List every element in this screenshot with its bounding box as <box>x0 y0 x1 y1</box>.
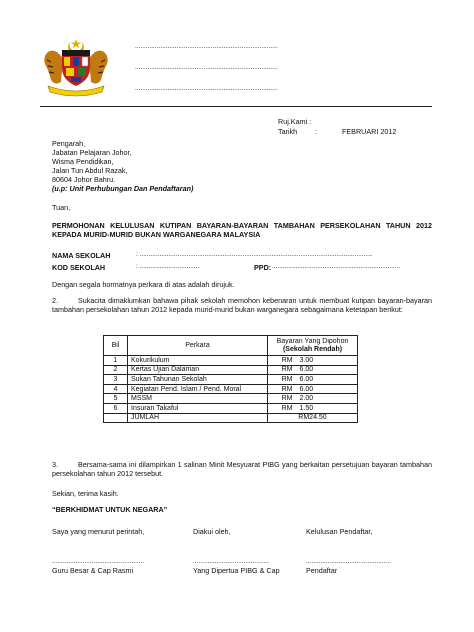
tarikh-label: Tarikh <box>278 127 298 136</box>
row-amount: 1.50 <box>296 403 358 413</box>
row-perkara: Kertas Ujian Dalaman <box>128 365 268 375</box>
sig-right-bottom: Pendaftar <box>306 566 338 575</box>
row-bil: 2 <box>104 365 128 375</box>
row-rm: RM <box>268 375 296 385</box>
sig-mid-bottom: Yang Dipertua PIBG & Cap <box>193 566 280 575</box>
row-amount: 6.00 <box>296 384 358 394</box>
row-amount: 2.00 <box>296 394 358 404</box>
header-perkara: Perkara <box>128 336 268 356</box>
coat-of-arms-logo <box>40 36 112 98</box>
row-amount: 6.00 <box>296 365 358 375</box>
row-bil: 4 <box>104 384 128 394</box>
paragraph-2-number: 2. <box>52 296 58 305</box>
address-line-4: Jalan Tun Abdul Razak, <box>52 166 128 175</box>
paragraph-3-number: 3. <box>52 460 58 469</box>
sig-left-top: Saya yang menurut perintah, <box>52 527 145 536</box>
address-line-5: 80604 Johor Bahru. <box>52 175 116 184</box>
sig-right-top: Kelulusan Pendaftar, <box>306 527 373 536</box>
sig-right-dots: ............................................... <box>306 558 391 565</box>
total-empty-cell <box>104 413 128 423</box>
row-rm: RM <box>268 403 296 413</box>
row-rm: RM <box>268 365 296 375</box>
table-header-row <box>104 336 358 356</box>
fees-table <box>103 335 358 423</box>
row-perkara: Insuran Takaful <box>128 403 268 413</box>
letterhead-dotted-line-1: ............................................................................... <box>135 43 278 50</box>
table-row <box>104 375 358 385</box>
salutation: Tuan, <box>52 203 71 212</box>
sig-mid-top: Diakui oleh, <box>193 527 231 536</box>
tarikh-colon: : <box>315 127 317 136</box>
row-perkara: Sukan Tahunan Sekolah <box>128 375 268 385</box>
table-total-row <box>104 413 358 423</box>
closing-sekian: Sekian, terima kasih. <box>52 489 119 498</box>
letterhead-dotted-line-3: ............................................................................... <box>135 85 278 92</box>
kod-sekolah-label: KOD SEKOLAH <box>52 263 106 272</box>
address-attention: (u.p: Unit Perhubungan Dan Pendaftaran) <box>52 184 194 193</box>
subject-heading: PERMOHONAN KELULUSAN KUTIPAN BAYARAN-BAYARAN TAMBAHAN PERSEKOLAHAN TAHUN 2012 KEPADA MURID-MURID BUKAN WARGANEGARA MALAYSIA <box>52 221 432 240</box>
sig-left-bottom: Guru Besar & Cap Rasmi <box>52 566 134 575</box>
total-label: JUMLAH <box>128 413 268 423</box>
address-line-3: Wisma Pendidikan, <box>52 157 114 166</box>
row-perkara: Kegiatan Pend. Islam / Pend. Moral <box>128 384 268 394</box>
row-amount: 6.00 <box>296 375 358 385</box>
row-rm: RM <box>268 394 296 404</box>
table-row <box>104 394 358 404</box>
ruj-label: Ruj.Kami : <box>278 117 312 126</box>
row-bil: 1 <box>104 356 128 366</box>
address-line-2: Jabatan Pelajaran Johor, <box>52 148 132 157</box>
table-row <box>104 384 358 394</box>
intro-paragraph: Dengan segala hormatnya perkara di atas adalah dirujuk. <box>52 280 235 289</box>
paragraph-3 <box>52 460 432 479</box>
header-bil: Bil <box>104 336 128 356</box>
ppd-label: PPD: <box>254 263 272 272</box>
header-bayaran <box>268 336 358 356</box>
row-rm: RM <box>268 384 296 394</box>
sig-mid-dots: .......................................... <box>193 558 269 565</box>
total-value: RM24.50 <box>268 413 358 423</box>
paragraph-2-text: Sukacita dimaklumkan bahawa pihak sekolah memohon kebenaran untuk membuat kutipan bayaran-bayaran tambahan persekolahan tahun 2012 kepada murid-murid bukan warganegara sebagaimana ketetapan berikut: <box>52 296 432 315</box>
row-bil: 3 <box>104 375 128 385</box>
header-bayaran-line1: Bayaran Yang Dipohon <box>276 337 349 345</box>
table-row <box>104 356 358 366</box>
kod-sekolah-value: : ................................. <box>136 263 200 270</box>
nama-sekolah-label: NAMA SEKOLAH <box>52 251 111 260</box>
nama-sekolah-value: : ................................................................................................................................. <box>136 251 373 258</box>
row-rm: RM <box>268 356 296 366</box>
row-amount: 3.00 <box>296 356 358 366</box>
sig-left-dots: ................................................... <box>52 558 145 565</box>
table-row <box>104 403 358 413</box>
header-rule <box>40 106 432 107</box>
ppd-value: ....................................................................... <box>272 263 401 270</box>
closing-motto: “BERKHIDMAT UNTUK NEGARA” <box>52 505 168 514</box>
table-row <box>104 365 358 375</box>
paragraph-2 <box>52 296 432 315</box>
tarikh-value: FEBRUARI 2012 <box>342 127 397 136</box>
address-line-1: Pengarah, <box>52 139 86 148</box>
paragraph-3-text: Bersama-sama ini dilampirkan 1 salinan Minit Mesyuarat PIBG yang berkaitan persetujuan bayaran tambahan persekolahan tahun 2012 tersebut. <box>52 460 432 479</box>
header-bayaran-line2: (Sekolah Rendah) <box>282 345 343 353</box>
row-bil: 6 <box>104 403 128 413</box>
row-perkara: Kokurikulum <box>128 356 268 366</box>
letterhead-dotted-line-2: ............................................................................... <box>135 64 278 71</box>
row-bil: 5 <box>104 394 128 404</box>
row-perkara: MSSM <box>128 394 268 404</box>
